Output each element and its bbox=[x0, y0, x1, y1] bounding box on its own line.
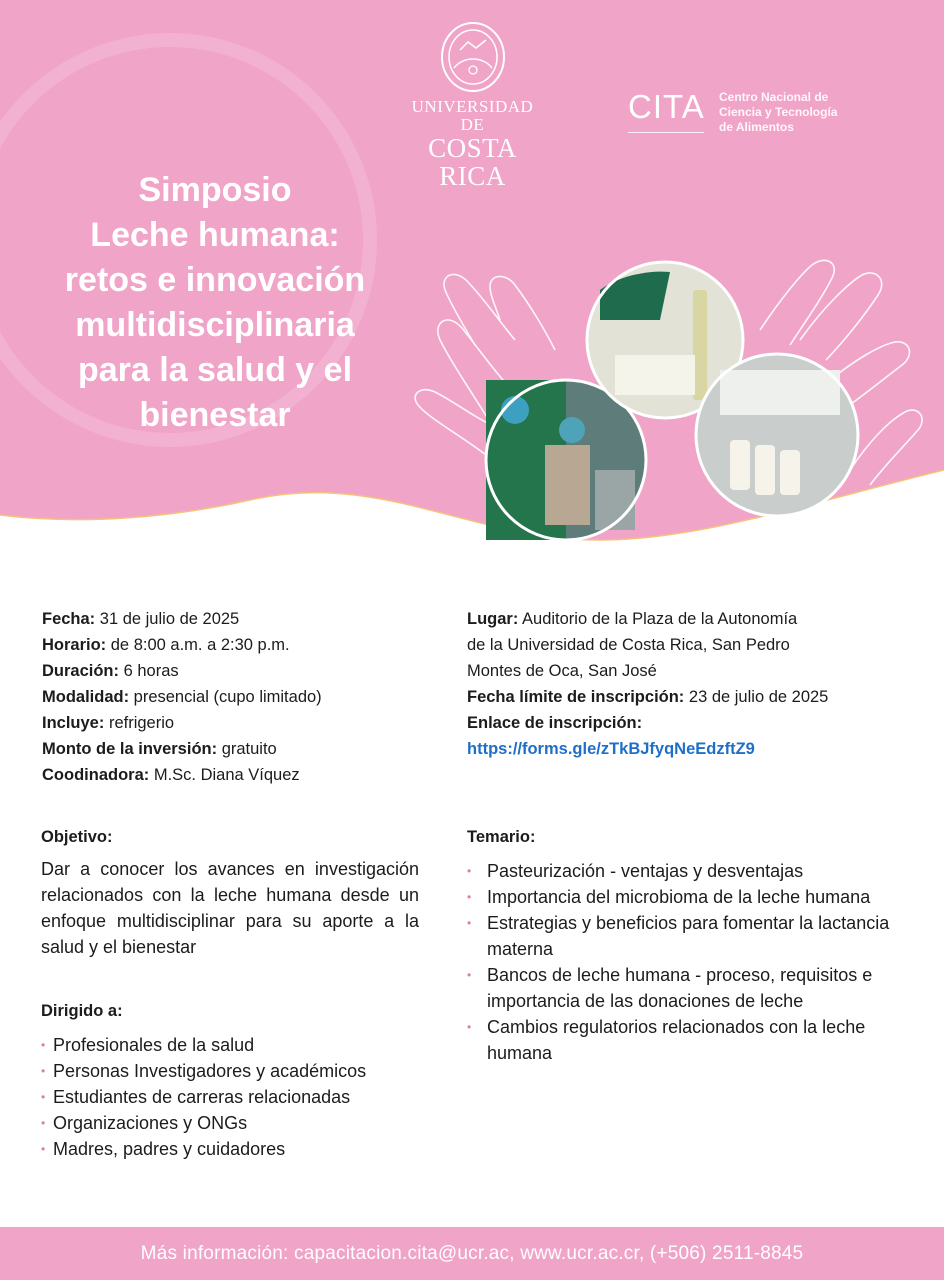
topics-list bbox=[467, 858, 907, 1066]
detail-horario: Horario: de 8:00 a.m. a 2:30 p.m. bbox=[42, 636, 290, 654]
ucr-logo bbox=[400, 20, 545, 190]
list-item: • Cambios regulatorios relacionados con la leche humana bbox=[467, 1014, 907, 1066]
detail-monto: Monto de la inversión: gratuito bbox=[42, 740, 277, 758]
cita-logo bbox=[628, 88, 838, 134]
ucr-logo-line1: UNIVERSIDAD DE bbox=[411, 97, 534, 134]
event-title bbox=[20, 168, 410, 438]
registration-link[interactable]: https://forms.gle/zTkBJfyqNeEdzftZ9 bbox=[467, 740, 755, 758]
title-line: Simposio bbox=[138, 171, 292, 209]
ucr-seal-icon bbox=[438, 20, 508, 94]
cita-line1: Centro Nacional de bbox=[719, 90, 829, 104]
detail-modalidad: Modalidad: presencial (cupo limitado) bbox=[42, 688, 322, 706]
ucr-logo-line2: COSTA RICA bbox=[428, 133, 517, 191]
target-list bbox=[41, 1032, 441, 1162]
event-details-left bbox=[42, 606, 442, 788]
title-line: multidisciplinaria bbox=[75, 306, 355, 344]
detail-incluye: Incluye: refrigerio bbox=[42, 714, 175, 732]
photo-milk-bottles bbox=[696, 354, 858, 516]
objective-text: Dar a conocer los avances en investigación relacionados con la leche humana desde un enfoque multidisciplinar para su aporte a la salud y el bienestar bbox=[41, 859, 419, 957]
cita-line2: Ciencia y Tecnología bbox=[719, 105, 838, 119]
detail-duracion: Duración: 6 horas bbox=[42, 662, 179, 680]
objective-section bbox=[41, 824, 419, 960]
cita-line3: de Alimentos bbox=[719, 120, 794, 134]
list-item: • Importancia del microbioma de la leche humana bbox=[467, 884, 907, 910]
detail-lugar-line3: Montes de Oca, San José bbox=[467, 662, 657, 680]
detail-limite: Fecha límite de inscripción: 23 de julio de 2025 bbox=[467, 688, 829, 706]
hero-banner bbox=[0, 0, 944, 560]
list-item: • Personas Investigadores y académicos bbox=[41, 1058, 441, 1084]
title-line: Leche humana: bbox=[90, 216, 340, 254]
objective-heading: Objetivo: bbox=[41, 828, 113, 846]
detail-lugar-line2: de la Universidad de Costa Rica, San Pedro bbox=[467, 636, 790, 654]
target-audience-section bbox=[41, 998, 441, 1162]
list-item: • Estrategias y beneficios para fomentar la lactancia materna bbox=[467, 910, 907, 962]
detail-fecha: Fecha: 31 de julio de 2025 bbox=[42, 610, 240, 628]
topics-heading: Temario: bbox=[467, 828, 536, 846]
target-heading: Dirigido a: bbox=[41, 1002, 123, 1020]
topics-section bbox=[467, 824, 907, 1066]
title-line: para la salud y el bbox=[77, 351, 353, 389]
list-item: • Profesionales de la salud bbox=[41, 1032, 441, 1058]
title-line: bienestar bbox=[139, 396, 291, 434]
event-details-right bbox=[467, 606, 907, 762]
footer-contact: Más información: capacitacion.cita@ucr.ac, www.ucr.ac.cr, (+506) 2511-8845 bbox=[0, 1227, 944, 1280]
cita-logo-fullname bbox=[719, 90, 879, 135]
list-item: • Organizaciones y ONGs bbox=[41, 1110, 441, 1136]
detail-enlace bbox=[467, 736, 907, 762]
detail-lugar: Lugar: Auditorio de la Plaza de la Autonomía bbox=[467, 610, 798, 628]
list-item: • Estudiantes de carreras relacionadas bbox=[41, 1084, 441, 1110]
title-line: retos e innovación bbox=[64, 261, 366, 299]
detail-coordinadora: Coodinadora: M.Sc. Diana Víquez bbox=[42, 766, 300, 784]
list-item: • Madres, padres y cuidadores bbox=[41, 1136, 441, 1162]
cita-logo-mark: CITA bbox=[628, 88, 704, 133]
list-item: • Bancos de leche humana - proceso, requisitos e importancia de las donaciones de leche bbox=[467, 962, 907, 1014]
detail-enlace-label: Enlace de inscripción: bbox=[467, 714, 643, 732]
list-item: • Pasteurización - ventajas y desventajas bbox=[467, 858, 907, 884]
